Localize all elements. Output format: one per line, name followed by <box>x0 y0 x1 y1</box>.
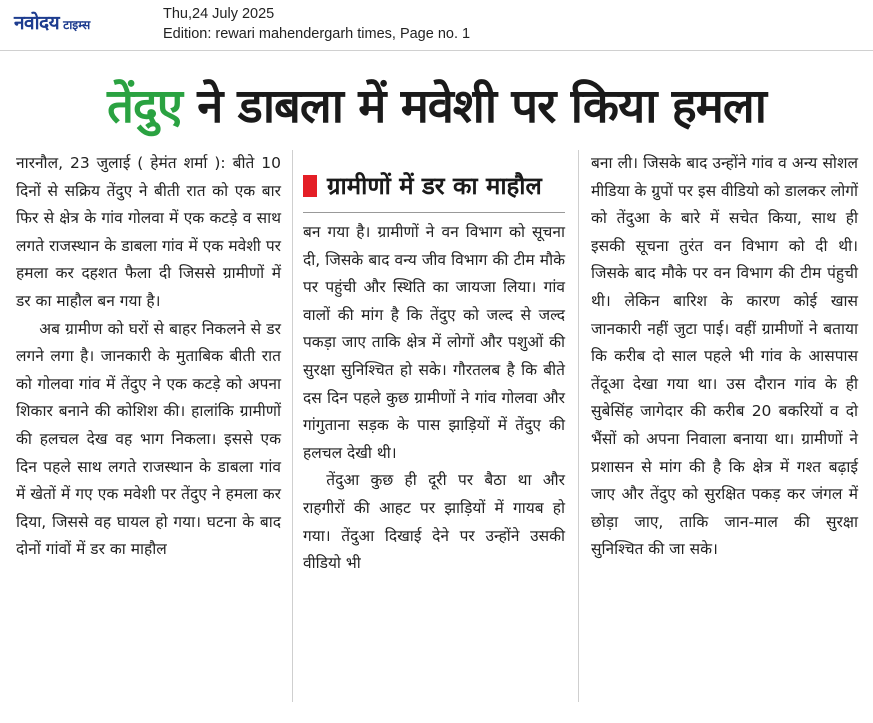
brand-name: नवोदय <box>14 12 60 34</box>
edition-info: Edition: rewari mahendergarh times, Page no. 1 <box>163 26 471 42</box>
subheading-text: ग्रामीणों में डर का माहौल <box>327 172 542 200</box>
article-column-3 <box>591 150 858 564</box>
column-rule <box>578 150 579 702</box>
col1-paragraph-1: नारनौल, 23 जुलाई ( हेमंत शर्मा ): बीते 10 दिनों से सक्रिय तेंदुए ने बीती रात को एक बार फिर से क्षेत्र के गांव गोलवा में एक कटड़े व साथ लगते राजस्थान के डाबला गांव में एक मवेशी पर हमला कर दहशत फैला दी जिससे ग्रामीणों में डर का माहौल बन गया है। <box>16 154 281 310</box>
edition-meta <box>163 4 470 44</box>
subheading <box>303 166 565 213</box>
masthead-divider <box>0 50 873 51</box>
headline-rest: ने डाबला में मवेशी पर किया हमला <box>181 79 766 134</box>
red-square-bullet-icon <box>303 175 317 197</box>
col2-paragraph-1: बन गया है। ग्रामीणों ने वन विभाग को सूचना दी, जिसके बाद वन्य जीव विभाग की टीम मौके पर पहुंची और स्थिति का जायजा लिया। गांव वालों की मांग है कि तेंदुए को जल्द से जल्द पकड़ा जाए ताकि क्षेत्र में लोगों और पशुओं की सुरक्षा सुनिश्चित हो सके। गौरतलब है कि बीते दस दिन पहले कुछ ग्रामीणों ने गांव गोलवा और गांगुताना सड़क के पास झाड़ियों में तेंदुए की हलचल देखी थी। <box>303 223 565 462</box>
column-rule <box>292 150 293 702</box>
col3-paragraph-1: बना ली। जिसके बाद उन्होंने गांव व अन्य सोशल मीडिया के ग्रुपों पर इस वीडियो को डालकर लोगों को तेंदुआ के बारे में सचेत किया, साथ ही इसकी सूचना तुरंत वन विभाग को दी थी। जिसके बाद मौके पर वन विभाग की टीम पंहुची थी। लेकिन बारिश के कारण कोई खास जानकारी नहीं जुटा पाई। वहीं ग्रामीणों ने बताया कि करीब दो साल पहले भी गांव के आसपास तेंदूआ देखा गया था। उस दौरान गांव के ही सुबेसिंह जागेदार की करीब 20 बकरियों व दो भैंसों को अपना निवाला बनाया था। ग्रामीणों ने प्रशासन से मांग की है कि क्षेत्र में गश्त बढ़ाई जाए और तेंदुए को सुरक्षित पकड़ कर जंगल में छोड़ा जाए, ताकि जान-माल की सुरक्षा सुनिश्चित की जा सके। <box>591 154 858 559</box>
brand-suffix: टाइम्स <box>63 17 91 32</box>
article-headline <box>0 72 873 142</box>
newspaper-logo <box>14 9 90 35</box>
article-column-2 <box>303 166 565 578</box>
masthead <box>0 0 873 50</box>
col2-paragraph-2: तेंदुआ कुछ ही दूरी पर बैठा था और राहगीरों की आहट पर झाड़ियों में गायब हो गया। तेंदुआ दिखाई देने पर उन्होंने उसकी वीडियो भी <box>303 471 565 573</box>
article-column-1 <box>16 150 281 564</box>
col1-paragraph-2: अब ग्रामीण को घरों से बाहर निकलने से डर लगने लगा है। जानकारी के मुताबिक बीती रात को गोलवा गांव में तेंदुए ने एक कटड़े को अपना शिकार बनाने की कोशिश की। हालांकि ग्रामीणों की हलचल देख वह भाग निकला। इससे एक दिन पहले साथ लगते राजस्थान के डाबला गांव में खेतों में गए एक मवेशी पर तेंदुए ने हमला कर दिया, जिससे वह घायल हो गया। घटना के बाद दोनों गांवों में डर का माहौल <box>16 319 281 559</box>
headline-accent: तेंदुए <box>107 79 182 134</box>
edition-date: Thu,24 July 2025 <box>163 6 275 22</box>
